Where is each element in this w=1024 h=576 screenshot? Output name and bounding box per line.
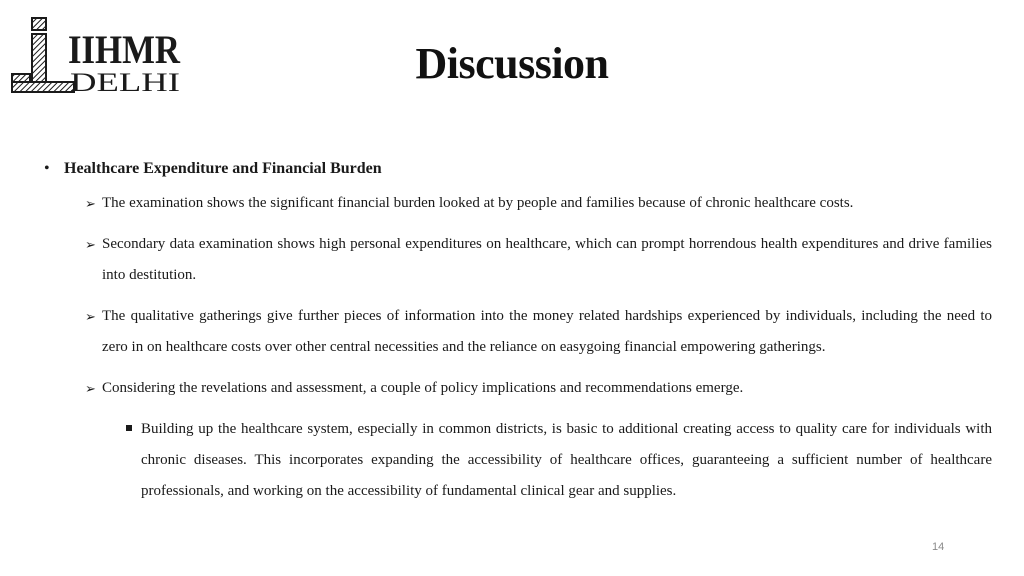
arrow-bullet-icon: ➢ xyxy=(85,237,96,252)
arrow-bullet-icon: ➢ xyxy=(85,309,96,324)
arrow-bullet-icon: ➢ xyxy=(85,381,96,396)
list-item-text: The examination shows the significant financial burden looked at by people and families because of chronic healthcare costs. xyxy=(102,195,854,211)
sub-list-item xyxy=(124,414,992,507)
list-item-text: Secondary data examination shows high personal expenditures on healthcare, which can prompt horrendous health expenditures and drive families into destitution. xyxy=(102,236,992,283)
page-number: 14 xyxy=(932,541,945,553)
logo-text-iihmr: IIHMR xyxy=(68,27,181,72)
slide-content xyxy=(44,160,992,507)
bullet-icon: • xyxy=(44,160,50,177)
slide-title: Discussion xyxy=(415,39,609,88)
section-heading-text: Healthcare Expenditure and Financial Burden xyxy=(64,160,382,177)
list-item xyxy=(85,373,992,404)
arrow-bullet-icon: ➢ xyxy=(85,196,96,211)
section-heading xyxy=(44,160,992,178)
logo-text-delhi: DELHI xyxy=(70,68,180,97)
list-item xyxy=(85,188,992,219)
sub-list-item-text: Building up the healthcare system, especially in common districts, is basic to additional creating access to quality care for individuals with chronic diseases. This incorporates expanding the accessibility of healthcare offices, guaranteeing a sufficient number of healthcare professionals, and working on the accessibility of fundamental clinical gear and supplies. xyxy=(141,421,992,499)
list-item-text: Considering the revelations and assessment, a couple of policy implications and recommendations emerge. xyxy=(102,380,744,396)
list-item xyxy=(85,301,992,363)
list-item-text: The qualitative gatherings give further pieces of information into the money related hardships experienced by individuals, including the need to zero in on healthcare costs over other central necessities and the reliance on easygoing financial empowering gatherings. xyxy=(102,308,992,355)
list-item xyxy=(85,229,992,291)
